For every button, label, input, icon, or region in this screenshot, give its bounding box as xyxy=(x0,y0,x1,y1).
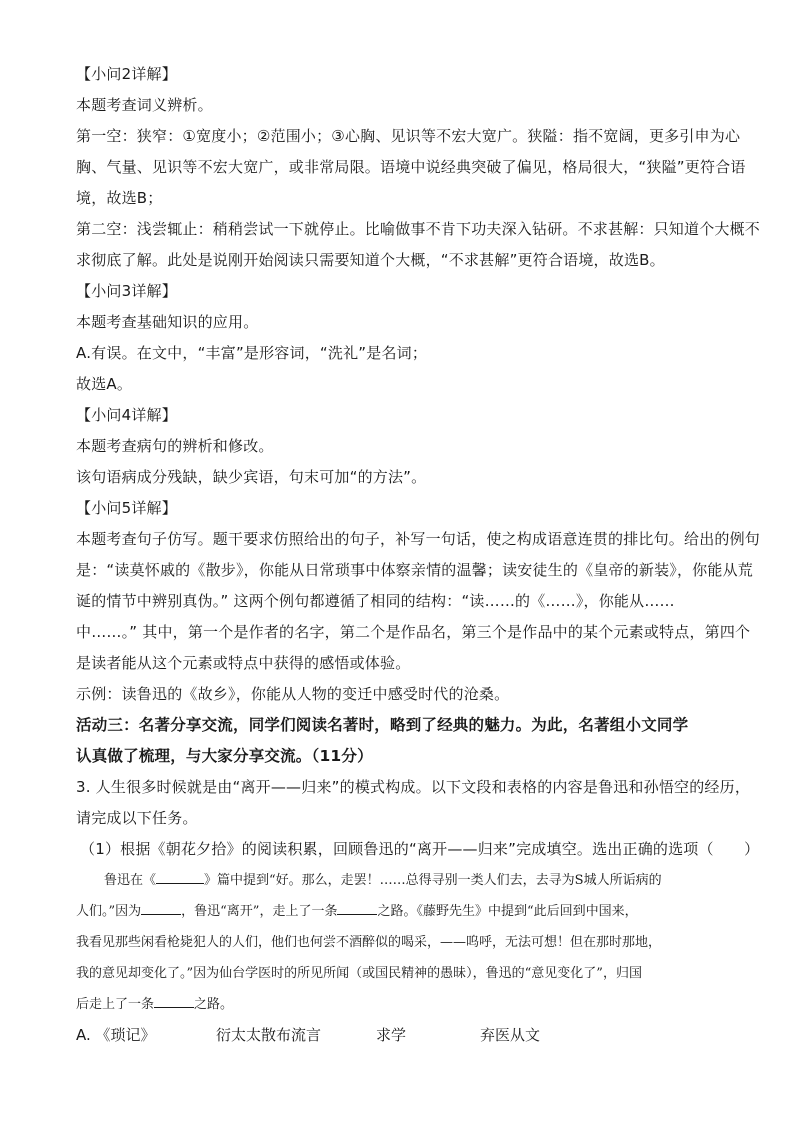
answer-text: 求彻底了解。此处是说刚开始阅读只需要知道个大概，“不求甚解”更符合语境，故选B。 xyxy=(76,251,665,269)
option-a-cell: 弃医从文 xyxy=(480,1026,541,1044)
question-task: （1）根据《朝花夕拾》的阅读积累，回顾鲁迅的“离开——归来”完成填空。选出正确的选项（ ） xyxy=(80,840,760,858)
answer-text: 本题考查病句的辨析和修改。 xyxy=(76,437,274,455)
answer-text: 是：“读莫怀戚的《散步》，你能从日常琐事中体察亲情的温馨；读安徒生的《皇帝的新装》，你能从荒 xyxy=(76,561,753,579)
answer-text: 诞的情节中辨别真伪。” 这两个例句都遵循了相同的结构：“读……的《……》，你能从…… xyxy=(76,592,675,610)
subquestion-3-heading: 【小问3详解】 xyxy=(76,282,177,300)
answer-text: 境，故选B； xyxy=(76,189,163,207)
answer-text: A.有误。在文中，“丰富”是形容词，“洗礼”是名词； xyxy=(76,344,428,362)
activity-heading: 认真做了梳理，与大家分享交流。（11分） xyxy=(76,747,373,765)
subquestion-4-heading: 【小问4详解】 xyxy=(76,406,177,424)
option-a-cell: 衍太太散布流言 xyxy=(216,1026,322,1044)
question-stem: 3. 人生很多时候就是由“离开——归来”的模式构成。以下文段和表格的内容是鲁迅和孙悟空的经历， xyxy=(76,778,751,796)
passage-line: 人们。”因为 ，鲁迅“离开”，走上了一条 之路。《藤野先生》中提到“此后回到中国来， xyxy=(76,896,716,927)
answer-text: 是读者能从这个元素或特点中获得的感悟或体验。 xyxy=(76,654,411,672)
answer-text: 第一空：狭窄：①宽度小；②范围小；③心胸、见识等不宏大宽广。狭隘：指不宽阔，更多引申为心 xyxy=(76,127,741,145)
answer-text: 本题考查基础知识的应用。 xyxy=(76,313,259,331)
activity-heading: 活动三：名著分享交流，同学们阅读名著时，略到了经典的魅力。为此，名著组小文同学 xyxy=(76,716,689,734)
fill-blank[interactable] xyxy=(337,900,377,915)
answer-text: 胸、气量、见识等不宏大宽广，或非常局限。语境中说经典突破了偏见，格局很大，“狭隘”更符合语 xyxy=(76,158,746,176)
answer-text: 本题考查词义辨析。 xyxy=(76,96,213,114)
option-a-cell: 求学 xyxy=(376,1026,407,1044)
passage-line: 我看见那些闲看枪毙犯人的人们，他们也何尝不酒醉似的喝采，——呜呼，无法可想！但在那时那地， xyxy=(76,935,662,950)
answer-text: 该句语病成分残缺，缺少宾语，句末可加“的方法”。 xyxy=(76,468,427,486)
example-answer: 示例：读鲁迅的《故乡》，你能从人物的变迁中感受时代的沧桑。 xyxy=(76,685,510,703)
passage-line: 我的意见却变化了。”因为仙台学医时的所见所闻（或国民精神的愚昧），鲁迅的“意见变化了”，归国 xyxy=(76,966,642,981)
option-a-row[interactable] xyxy=(76,1020,716,1051)
answer-text: 第二空：浅尝辄止：稍稍尝试一下就停止。比喻做事不肯下功夫深入钻研。不求甚解：只知道个大概不 xyxy=(76,220,761,238)
option-a-label: A. 《琐记》 xyxy=(76,1026,156,1044)
question-stem: 请完成以下任务。 xyxy=(76,809,198,827)
subquestion-2-heading: 【小问2详解】 xyxy=(76,65,177,83)
fill-blank[interactable] xyxy=(156,869,204,884)
document-page xyxy=(76,59,761,1051)
fill-blank[interactable] xyxy=(141,900,181,915)
answer-text: 中……。” 其中，第一个是作者的名字，第二个是作品名，第三个是作品中的某个元素或特点，第四个 xyxy=(76,623,751,641)
fill-blank[interactable] xyxy=(154,993,194,1008)
passage-line: 后走上了一条 之路。 xyxy=(76,989,716,1020)
subquestion-5-heading: 【小问5详解】 xyxy=(76,499,177,517)
answer-text: 故选A。 xyxy=(76,375,133,393)
answer-text: 本题考查句子仿写。题干要求仿照给出的句子，补写一句话，使之构成语意连贯的排比句。给出的例句 xyxy=(76,530,761,548)
passage-line: 鲁迅在《 》篇中提到“好。那么，走罢！……总得寻别一类人们去，去寻为S城人所诟病的 xyxy=(76,865,716,896)
